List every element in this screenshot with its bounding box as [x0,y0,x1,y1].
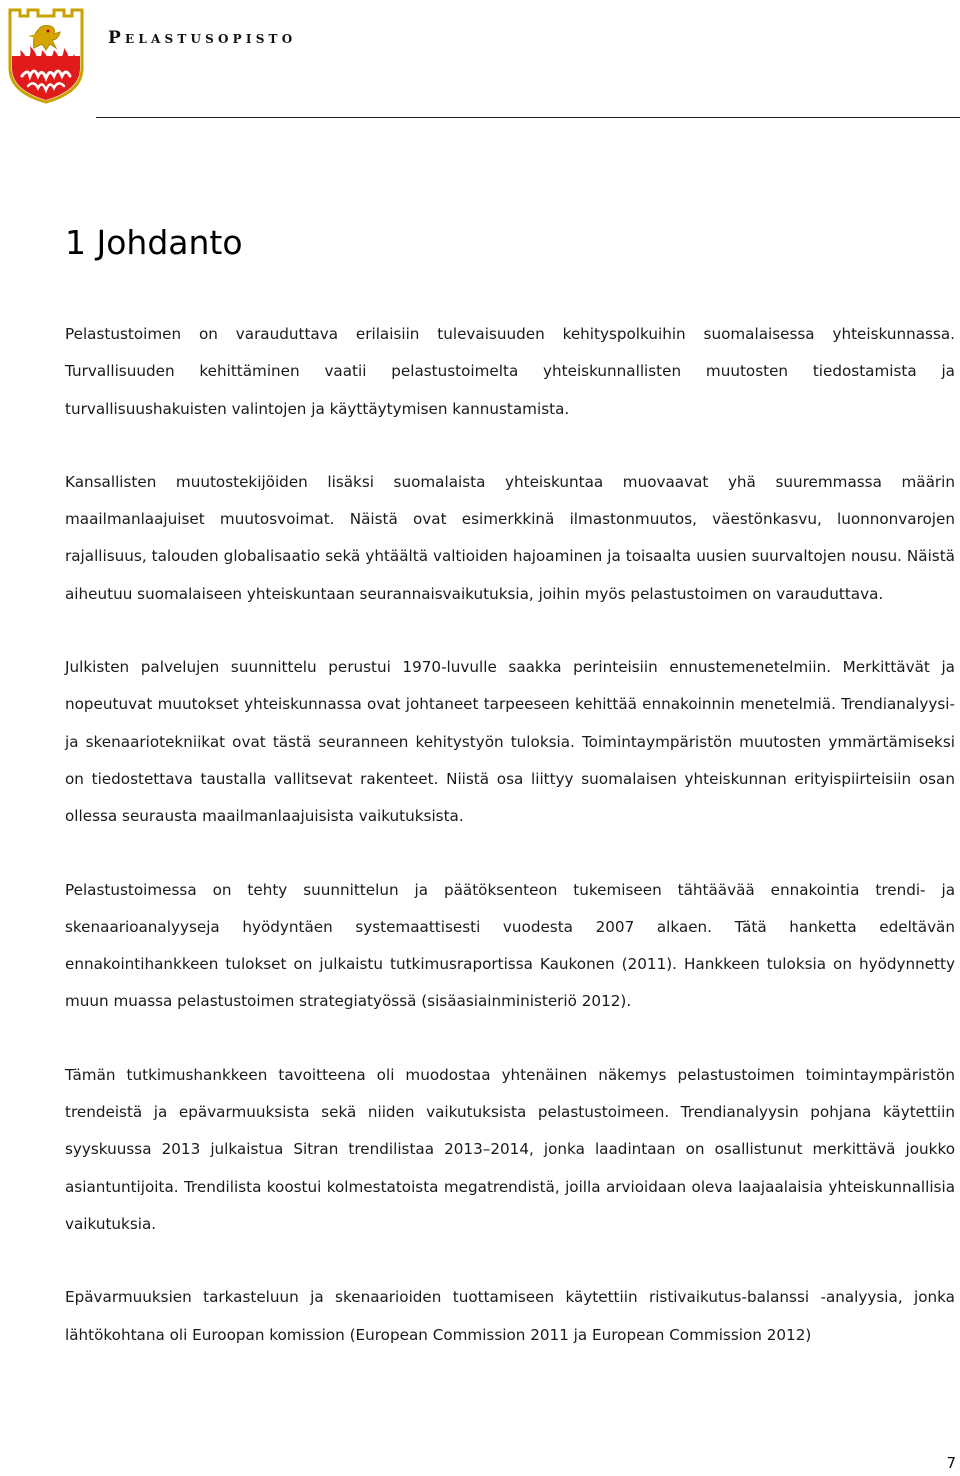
paragraph-3: Julkisten palvelujen suunnittelu perustui 1970-luvulle saakka perinteisiin ennustemenetelmiin. Merkittävät ja nopeutuvat muutokset yhteiskunnassa ovat johtaneet tarpeeseen kehittää ennakoinnin menetelmiä. Trendianalyysi- ja skenaariotekniikat ovat tästä seuranneen kehitystyön tuloksia. Toimintaympäristön muutosten ymmärtämiseksi on tiedostettava taustalla vallitsevat rakenteet. Niistä osa liittyy suomalaisen yhteiskunnan erityispiirteisiin osan ollessa seurausta maailmanlaajuisista vaikutuksista. [65,658,955,826]
page-number: 7 [946,1454,956,1472]
page-title: 1 Johdanto [65,223,243,262]
paragraph-5: Tämän tutkimushankkeen tavoitteena oli muodostaa yhtenäinen näkemys pelastustoimen toimintaympäristön trendeistä ja epävarmuuksista sekä niiden vaikutuksista pelastustoimeen. Trendianalyysin pohjana käytettiin syyskuussa 2013 julkaistua Sitran trendilistaa 2013–2014, jonka laadintaan on osallistunut merkittävä joukko asiantuntijoita. Trendilista koostui kolmestatoista megatrendistä, joilla arvioidaan oleva laajaalaisia yhteiskunnallisia vaikutuksia. [65,1065,955,1233]
paragraph-4: Pelastustoimessa on tehty suunnittelun ja päätöksenteon tukemiseen tähtäävää ennakointia trendi- ja skenaarioanalyyseja hyödyntäen systemaattisesti vuodesta 2007 alkaen. Tätä hanketta edeltävän ennakointihankkeen tulokset on julkaistu tutkimusraportissa Kaukonen (2011). Hankkeen tuloksia on hyödynnetty muun muassa pelastustoimen strategiatyössä (sisäasiainministeriö 2012). [65,880,955,1011]
organization-name: Pelastusopisto [108,28,297,48]
paragraph-1: Pelastustoimen on varauduttava erilaisiin tulevaisuuden kehityspolkuihin suomalaisessa yhteiskunnassa. Turvallisuuden kehittäminen vaatii pelastustoimelta yhteiskunnallisten muutosten tiedostamista ja turvallisuushakuisten valintojen ja käyttäytymisen kannustamista. [65,325,955,418]
paragraph-2: Kansallisten muutostekijöiden lisäksi suomalaista yhteiskuntaa muovaavat yhä suuremmassa määrin maailmanlaajuiset muutosvoimat. Näistä ovat esimerkkinä ilmastonmuutos, väestönkasvu, luonnonvarojen rajallisuus, talouden globalisaatio sekä yhtäältä valtioiden hajoaminen ja toisaalta uusien suurvaltojen nousu. Näistä aiheutuu suomalaiseen yhteiskuntaan seurannaisvaikutuksia, joihin myös pelastustoimen on varauduttava. [65,472,955,603]
fire-lion-crest-icon [6,6,86,106]
document-body [65,316,955,1354]
page-header [0,0,960,120]
paragraph-6: Epävarmuuksien tarkasteluun ja skenaarioiden tuottamiseen käytettiin ristivaikutus-balanssi -analyysia, jonka lähtökohtana oli Euroopan komission (European Commission 2011 ja European Commission 2012) [65,1288,955,1344]
header-divider [96,117,960,118]
